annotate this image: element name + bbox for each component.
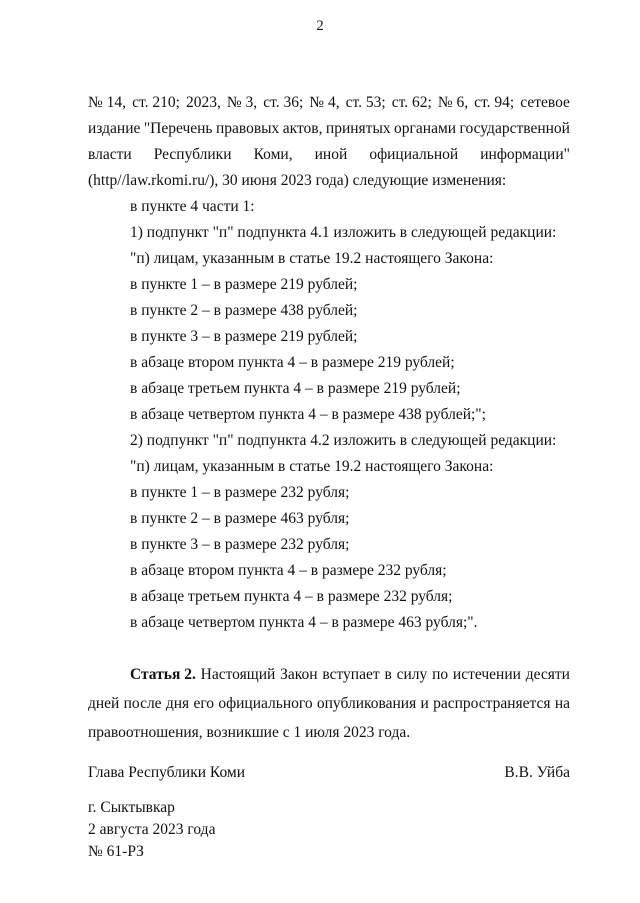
amendment-line: "п) лицам, указанным в статье 19.2 настоящего Закона: bbox=[130, 250, 494, 267]
signatory-position: Глава Республики Коми bbox=[88, 764, 246, 781]
word: ст. 62; bbox=[391, 94, 432, 111]
amendment-line: "п) лицам, указанным в статье 19.2 настоящего Закона: bbox=[130, 458, 494, 475]
word: Республики bbox=[153, 146, 232, 163]
intro-line-1 bbox=[88, 90, 570, 116]
amendment-line: в абзаце третьем пункта 4 – в размере 219 рублей; bbox=[130, 380, 461, 397]
amendment-line: в абзаце четвертом пункта 4 – в размере 438 рублей;"; bbox=[130, 406, 486, 423]
word: ст. 36; bbox=[263, 94, 304, 111]
word: на bbox=[554, 695, 570, 712]
word: дней bbox=[88, 695, 120, 712]
word: распространяется bbox=[433, 695, 551, 712]
article-line-3: правоотношения, возникшие с 1 июля 2023 года. bbox=[88, 724, 411, 741]
word: № 4, bbox=[309, 94, 340, 111]
word: сетевое bbox=[520, 94, 570, 111]
word: дня bbox=[165, 695, 190, 712]
word: ст. 53; bbox=[345, 94, 386, 111]
article-2 bbox=[88, 660, 570, 747]
word: власти bbox=[88, 146, 132, 163]
article-line-1 bbox=[88, 660, 570, 689]
law-number: № 61-РЗ bbox=[88, 843, 144, 860]
word: ст. 210; bbox=[132, 94, 180, 111]
amendment-line: в пункте 1 – в размере 219 рублей; bbox=[130, 276, 358, 293]
place-city: г. Сыктывкар bbox=[88, 799, 175, 816]
word: и bbox=[420, 695, 429, 712]
word: его bbox=[193, 695, 215, 712]
amendment-items bbox=[130, 194, 580, 636]
article-heading: Статья 2. bbox=[130, 666, 196, 683]
word: правовых bbox=[215, 120, 280, 137]
word: официального bbox=[218, 695, 313, 712]
amendment-line: в пункте 3 – в размере 232 рубля; bbox=[130, 536, 350, 553]
signatory-name: В.В. Уйба bbox=[504, 764, 570, 781]
word: официальной bbox=[369, 146, 459, 163]
word: в bbox=[384, 666, 392, 683]
amendment-line: в абзаце втором пункта 4 – в размере 232 рубля; bbox=[130, 562, 447, 579]
word: № 14, bbox=[88, 94, 127, 111]
amendment-line: в пункте 4 части 1: bbox=[130, 198, 255, 215]
word: силу bbox=[396, 666, 428, 683]
intro-line-2 bbox=[88, 116, 570, 142]
word: истечении bbox=[452, 666, 521, 683]
word: информации" bbox=[480, 146, 570, 163]
amendment-line: в пункте 2 – в размере 463 рубля; bbox=[130, 510, 350, 527]
word: по bbox=[432, 666, 449, 683]
amendment-line: в абзаце третьем пункта 4 – в размере 232 рубля; bbox=[130, 588, 453, 605]
amendment-line: в абзаце четвертом пункта 4 – в размере 463 рубля;". bbox=[130, 614, 478, 631]
place-date-number bbox=[88, 797, 215, 863]
word: "Перечень bbox=[143, 120, 213, 137]
word: государственной bbox=[459, 120, 570, 137]
intro-line-3 bbox=[88, 142, 570, 168]
word: № 6, bbox=[437, 94, 469, 111]
word: иной bbox=[314, 146, 348, 163]
word: десяти bbox=[525, 666, 570, 683]
place-date: 2 августа 2023 года bbox=[88, 821, 216, 838]
word: Закон bbox=[280, 666, 318, 683]
word: опубликования bbox=[316, 695, 417, 712]
word: ст. 94; bbox=[474, 94, 515, 111]
article-line-2 bbox=[88, 689, 570, 718]
page-number: 2 bbox=[316, 18, 324, 34]
word: актов, bbox=[282, 120, 323, 137]
word: органами bbox=[394, 120, 457, 137]
signature-block bbox=[88, 764, 570, 782]
word: № 3, bbox=[226, 94, 258, 111]
amendment-line: в абзаце втором пункта 4 – в размере 219 рублей; bbox=[130, 354, 455, 371]
word: 2023, bbox=[185, 94, 221, 111]
amendment-line: 1) подпункт "п" подпункта 4.1 изложить в следующей редакции: bbox=[130, 224, 557, 241]
intro-paragraph bbox=[88, 90, 570, 194]
amendment-line: в пункте 1 – в размере 232 рубля; bbox=[130, 484, 350, 501]
word: вступает bbox=[322, 666, 380, 683]
word: издание bbox=[88, 120, 141, 137]
amendment-line: 2) подпункт "п" подпункта 4.2 изложить в следующей редакции: bbox=[130, 432, 557, 449]
word: принятых bbox=[325, 120, 391, 137]
amendment-line: в пункте 3 – в размере 219 рублей; bbox=[130, 328, 358, 345]
word: Настоящий bbox=[200, 666, 276, 683]
intro-line-4: (http//law.rkomi.ru/), 30 июня 2023 года) следующие изменения: bbox=[88, 172, 507, 189]
amendment-line: в пункте 2 – в размере 438 рублей; bbox=[130, 302, 358, 319]
word: Коми, bbox=[253, 146, 293, 163]
word: после bbox=[123, 695, 162, 712]
